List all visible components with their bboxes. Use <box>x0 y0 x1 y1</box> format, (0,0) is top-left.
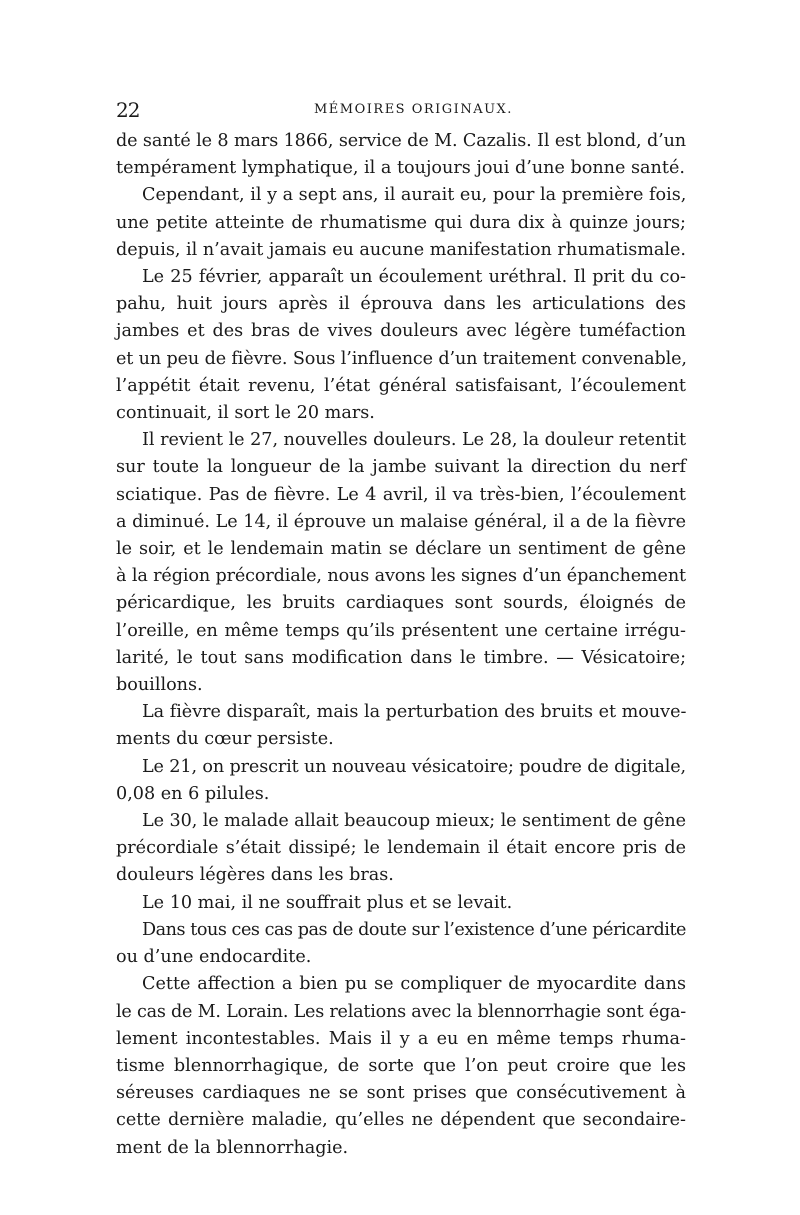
text-line: à la région précordiale, nous avons les signes d’un épanchement <box>116 566 686 587</box>
text-line: l’appétit était revenu, l’état général satisfaisant, l’écoulement <box>116 375 686 396</box>
paragraph <box>116 182 686 264</box>
paragraph <box>116 427 686 699</box>
text-line: Le 30, le malade allait beaucoup mieux; le sentiment de gêne <box>142 811 686 832</box>
text-line: lement incontestables. Mais il y a eu en même temps rhuma- <box>116 1028 686 1049</box>
text-line: le soir, et le lendemain matin se déclare un sentiment de gêne <box>116 539 686 560</box>
text-line: sciatique. Pas de fièvre. Le 4 avril, il va très-bien, l’écoulement <box>116 484 686 505</box>
text-line: péricardique, les bruits cardiaques sont sourds, éloignés de <box>116 593 686 614</box>
text-line: a diminué. Le 14, il éprouve un malaise général, il a de la fièvre <box>116 511 686 532</box>
text-line: La fièvre disparaît, mais la perturbation des bruits et mouve- <box>142 702 687 723</box>
text-line: sur toute la longueur de la jambe suivant la direction du nerf <box>116 457 686 478</box>
text-line: ou d’une endocardite. <box>116 947 312 968</box>
text-line: le cas de M. Lorain. Les relations avec la blennorrhagie sont éga- <box>116 1001 686 1022</box>
text-line: Le 10 mai, il ne souffrait plus et se levait. <box>142 892 513 913</box>
paragraph <box>116 890 686 917</box>
text-line: de santé le 8 mars 1866, service de M. Cazalis. Il est blond, d’un <box>116 131 686 151</box>
paragraph <box>116 128 686 182</box>
text-line: précordiale s’était dissipé; le lendemain il était encore pris de <box>116 838 686 859</box>
text-line: Cette affection a bien pu se compliquer de myocardite dans <box>142 974 686 995</box>
paragraph <box>116 808 686 890</box>
text-line: bouillons. <box>116 675 203 696</box>
paragraph <box>116 699 686 753</box>
text-line: pahu, huit jours après il éprouva dans les articulations des <box>116 294 686 315</box>
text-line: et un peu de fièvre. Sous l’influence d’un traitement convenable, <box>116 348 687 369</box>
text-line: 0,08 en 6 pilules. <box>116 783 270 804</box>
text-line: séreuses cardiaques ne se sont prises que consécutivement à <box>116 1083 686 1104</box>
text-line: Le 25 février, apparaît un écoulement uréthral. Il prit du co- <box>142 267 686 288</box>
running-title: MÉMOIRES ORIGINAUX. <box>314 102 513 117</box>
text-line: cette dernière maladie, qu’elles ne dépendent que secondaire- <box>116 1110 686 1131</box>
paragraph <box>116 264 686 427</box>
text-line: tempérament lymphatique, il a toujours joui d’une bonne santé. <box>116 158 685 179</box>
text-line: une petite atteinte de rhumatisme qui dura dix à quinze jours; <box>116 212 686 233</box>
text-line: ment de la blennorrhagie. <box>116 1137 349 1158</box>
paragraph <box>116 754 686 808</box>
text-line: ments du cœur persiste. <box>116 729 334 750</box>
text-line: larité, le tout sans modification dans le timbre. — Vésicatoire; <box>116 647 686 668</box>
text-line: continuait, il sort le 20 mars. <box>116 403 375 424</box>
text-line: tisme blennorrhagique, de sorte que l’on peut croire que les <box>116 1055 686 1076</box>
text-line: depuis, il n’avait jamais eu aucune manifestation rhumatismale. <box>116 239 686 260</box>
text-line: Cependant, il y a sept ans, il aurait eu, pour la première fois, <box>142 185 687 206</box>
text-line: l’oreille, en même temps qu’ils présentent une certaine irrégu- <box>116 620 686 641</box>
text-line: Il revient le 27, nouvelles douleurs. Le 28, la douleur retentit <box>142 430 686 451</box>
page-header <box>116 98 686 128</box>
text-line: Le 21, on prescrit un nouveau vésicatoire; poudre de digitale, <box>142 756 686 777</box>
text-line: jambes et des bras de vives douleurs avec légère tuméfaction <box>116 321 686 342</box>
text-line: douleurs légères dans les bras. <box>116 865 394 886</box>
page-number: 22 <box>116 98 140 122</box>
paragraph <box>116 917 686 971</box>
paragraph <box>116 971 686 1161</box>
body-text <box>116 128 686 1162</box>
text-line: Dans tous ces cas pas de doute sur l’existence d’une péricardite <box>142 919 686 940</box>
